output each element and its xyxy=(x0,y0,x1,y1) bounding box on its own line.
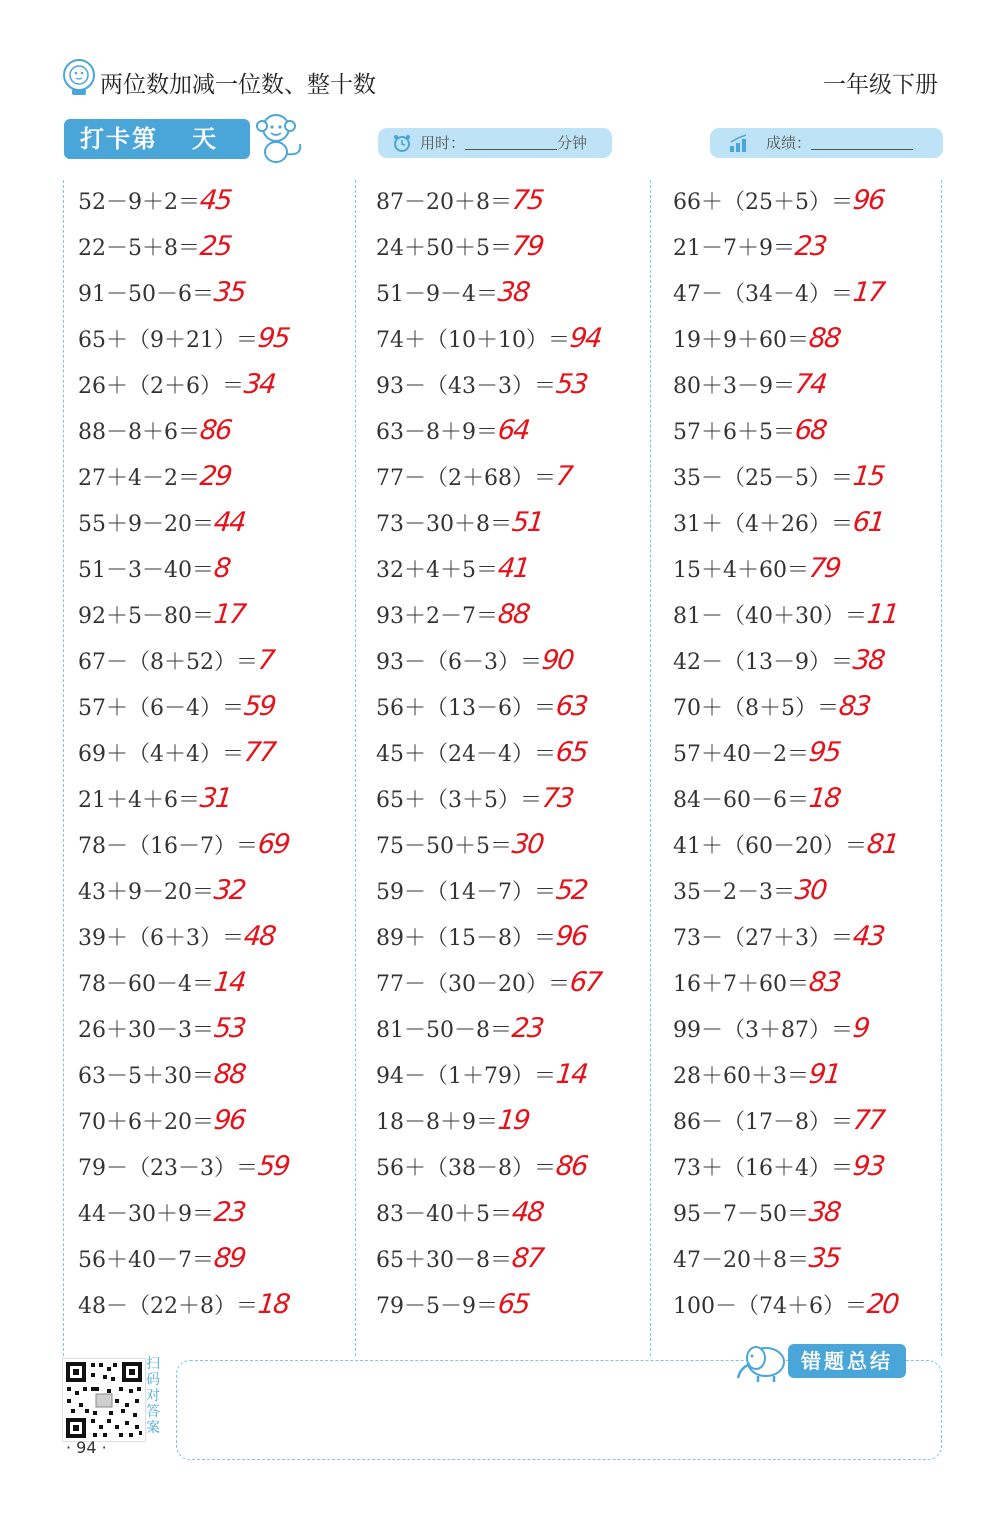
score-label: 成绩： xyxy=(766,134,812,152)
equation-text: 15＋4＋60＝ xyxy=(673,558,809,583)
equation-text: 79－5－9＝ xyxy=(376,1294,498,1319)
equation-row xyxy=(376,638,600,684)
equation-text: 32＋4＋5＝ xyxy=(376,558,498,583)
problem-column-2 xyxy=(376,178,603,1328)
equation-text: 48－（22＋8）＝ xyxy=(78,1294,258,1319)
equation-row xyxy=(673,822,900,868)
equation-row xyxy=(376,408,600,454)
equation-row xyxy=(376,1190,600,1236)
handwritten-answer[interactable]: 95 xyxy=(807,737,842,768)
equation-row xyxy=(673,592,900,638)
handwritten-answer[interactable]: 32 xyxy=(212,875,247,906)
lion-logo-icon xyxy=(62,58,96,96)
equation-text: 73－（27＋3）＝ xyxy=(673,926,853,951)
equation-row xyxy=(376,1144,600,1190)
handwritten-answer[interactable]: 20 xyxy=(865,1289,900,1320)
handwritten-answer[interactable]: 53 xyxy=(212,1013,247,1044)
handwritten-answer[interactable]: 38 xyxy=(807,1197,842,1228)
equation-row xyxy=(376,914,600,960)
equation-text: 44－30＋9＝ xyxy=(78,1202,214,1227)
equation-text: 35－（25－5）＝ xyxy=(673,466,853,491)
handwritten-answer[interactable]: 89 xyxy=(212,1243,247,1274)
equation-text: 45＋（24－4）＝ xyxy=(376,742,556,767)
grade-label: 一年级下册 xyxy=(823,72,938,98)
equation-row xyxy=(78,914,288,960)
equation-row xyxy=(78,1098,288,1144)
equation-row xyxy=(78,270,288,316)
handwritten-answer[interactable]: 52 xyxy=(554,875,589,906)
handwritten-answer[interactable]: 25 xyxy=(198,231,233,262)
handwritten-answer[interactable]: 79 xyxy=(807,553,842,584)
equation-row xyxy=(673,1236,897,1282)
equation-text: 51－9－4＝ xyxy=(376,282,498,307)
handwritten-answer[interactable]: 23 xyxy=(212,1197,247,1228)
equation-row xyxy=(376,500,600,546)
equation-text: 92＋5－80＝ xyxy=(78,604,214,629)
equation-row xyxy=(673,178,897,224)
equation-row xyxy=(78,1190,288,1236)
equation-row xyxy=(376,178,600,224)
equation-text: 99－（3＋87）＝ xyxy=(673,1018,853,1043)
handwritten-answer[interactable]: 8 xyxy=(212,553,231,584)
equation-text: 89＋（15－8）＝ xyxy=(376,926,556,951)
equation-row xyxy=(78,454,288,500)
handwritten-answer[interactable]: 38 xyxy=(851,645,886,676)
equation-row xyxy=(376,730,600,776)
handwritten-answer[interactable]: 61 xyxy=(851,507,886,538)
equation-text: 93＋2－7＝ xyxy=(376,604,498,629)
equation-text: 22－5＋8＝ xyxy=(78,236,200,261)
equation-row xyxy=(78,546,288,592)
score-blank[interactable] xyxy=(811,131,913,150)
bar-chart-icon xyxy=(728,133,752,153)
handwritten-answer[interactable]: 73 xyxy=(540,783,575,814)
equation-text: 56＋（38－8）＝ xyxy=(376,1156,556,1181)
handwritten-answer[interactable]: 30 xyxy=(793,875,828,906)
equation-text: 88－8＋6＝ xyxy=(78,420,200,445)
handwritten-answer[interactable]: 87 xyxy=(510,1243,545,1274)
handwritten-answer[interactable]: 90 xyxy=(540,645,575,676)
equation-row xyxy=(673,1282,900,1328)
equation-row xyxy=(376,316,603,362)
handwritten-answer[interactable]: 30 xyxy=(510,829,545,860)
checkin-prefix: 打卡第 xyxy=(80,125,158,153)
equation-text: 74＋（10＋10）＝ xyxy=(376,328,570,353)
equation-text: 21＋4＋6＝ xyxy=(78,788,200,813)
equation-row xyxy=(673,684,897,730)
handwritten-answer[interactable]: 44 xyxy=(212,507,247,538)
handwritten-answer[interactable]: 35 xyxy=(212,277,247,308)
column-divider xyxy=(650,180,651,1356)
equation-text: 75－50＋5＝ xyxy=(376,834,512,859)
equation-row xyxy=(78,500,288,546)
equation-text: 57＋6＋5＝ xyxy=(673,420,795,445)
equation-row xyxy=(376,1282,600,1328)
handwritten-answer[interactable]: 7 xyxy=(256,645,275,676)
handwritten-answer[interactable]: 69 xyxy=(256,829,291,860)
handwritten-answer[interactable]: 45 xyxy=(198,185,233,216)
handwritten-answer[interactable]: 88 xyxy=(807,323,842,354)
handwritten-answer[interactable]: 11 xyxy=(865,599,900,630)
equation-row xyxy=(376,776,600,822)
equation-row xyxy=(673,960,897,1006)
handwritten-answer[interactable]: 64 xyxy=(496,415,531,446)
equation-text: 79－（23－3）＝ xyxy=(78,1156,258,1181)
equation-text: 67－（8＋52）＝ xyxy=(78,650,258,675)
equation-text: 31＋（4＋26）＝ xyxy=(673,512,853,537)
handwritten-answer[interactable]: 88 xyxy=(212,1059,247,1090)
handwritten-answer[interactable]: 59 xyxy=(242,691,277,722)
handwritten-answer[interactable]: 91 xyxy=(807,1059,842,1090)
equation-row xyxy=(673,500,897,546)
equation-row xyxy=(78,592,288,638)
handwritten-answer[interactable]: 38 xyxy=(496,277,531,308)
equation-row xyxy=(376,960,603,1006)
equation-text: 65＋（3＋5）＝ xyxy=(376,788,542,813)
equation-text: 78－（16－7）＝ xyxy=(78,834,258,859)
handwritten-answer[interactable]: 9 xyxy=(851,1013,870,1044)
equation-row xyxy=(376,1006,600,1052)
handwritten-answer[interactable]: 15 xyxy=(851,461,886,492)
equation-row xyxy=(673,776,897,822)
equation-text: 73＋（16＋4）＝ xyxy=(673,1156,853,1181)
equation-text: 87－20＋8＝ xyxy=(376,190,512,215)
equation-text: 77－（2＋68）＝ xyxy=(376,466,556,491)
equation-row xyxy=(78,822,291,868)
handwritten-answer[interactable]: 14 xyxy=(554,1059,589,1090)
score-field[interactable] xyxy=(710,128,943,158)
equation-row xyxy=(673,1144,897,1190)
problem-column-3 xyxy=(673,178,900,1328)
problem-column-1 xyxy=(78,178,291,1328)
equation-row xyxy=(78,638,288,684)
equation-text: 65＋（9＋21）＝ xyxy=(78,328,258,353)
equation-text: 24＋50＋5＝ xyxy=(376,236,512,261)
handwritten-answer[interactable]: 23 xyxy=(510,1013,545,1044)
equation-text: 63－8＋9＝ xyxy=(376,420,498,445)
handwritten-answer[interactable]: 65 xyxy=(496,1289,531,1320)
handwritten-answer[interactable]: 95 xyxy=(256,323,291,354)
equation-row xyxy=(376,224,600,270)
handwritten-answer[interactable]: 35 xyxy=(807,1243,842,1274)
equation-text: 95－7－50＝ xyxy=(673,1202,809,1227)
equation-text: 57＋（6－4）＝ xyxy=(78,696,244,721)
handwritten-answer[interactable]: 19 xyxy=(496,1105,531,1136)
scan-for-answers-label: 扫码对答案 xyxy=(146,1356,160,1436)
equation-row xyxy=(376,362,600,408)
equation-row xyxy=(78,1052,288,1098)
equation-row xyxy=(78,730,288,776)
equation-row xyxy=(673,914,897,960)
mistake-summary-label: 错题总结 xyxy=(788,1344,906,1378)
handwritten-answer[interactable]: 94 xyxy=(568,323,603,354)
handwritten-answer[interactable]: 41 xyxy=(496,553,531,584)
handwritten-answer[interactable]: 7 xyxy=(554,461,573,492)
equation-row xyxy=(78,868,288,914)
equation-text: 84－60－6＝ xyxy=(673,788,809,813)
equation-text: 56＋（13－6）＝ xyxy=(376,696,556,721)
equation-text: 65＋30－8＝ xyxy=(376,1248,512,1273)
equation-row xyxy=(78,776,288,822)
handwritten-answer[interactable]: 77 xyxy=(851,1105,886,1136)
equation-text: 83－40＋5＝ xyxy=(376,1202,512,1227)
qr-code-icon[interactable] xyxy=(62,1358,146,1442)
page-number: · 94 · xyxy=(66,1438,107,1457)
handwritten-answer[interactable]: 18 xyxy=(256,1289,291,1320)
equation-row xyxy=(78,362,288,408)
handwritten-answer[interactable]: 63 xyxy=(554,691,589,722)
handwritten-answer[interactable]: 77 xyxy=(242,737,277,768)
equation-row xyxy=(673,454,897,500)
equation-text: 80＋3－9＝ xyxy=(673,374,795,399)
checkin-suffix: 天 xyxy=(192,125,218,153)
equation-text: 73－30＋8＝ xyxy=(376,512,512,537)
equation-row xyxy=(78,960,288,1006)
handwritten-answer[interactable]: 68 xyxy=(793,415,828,446)
handwritten-answer[interactable]: 51 xyxy=(510,507,545,538)
equation-text: 26＋（2＋6）＝ xyxy=(78,374,244,399)
equation-text: 78－60－4＝ xyxy=(78,972,214,997)
handwritten-answer[interactable]: 96 xyxy=(851,185,886,216)
equation-text: 26＋30－3＝ xyxy=(78,1018,214,1043)
handwritten-answer[interactable]: 17 xyxy=(851,277,886,308)
page-title: 两位数加减一位数、整十数 xyxy=(100,72,376,98)
equation-text: 77－（30－20）＝ xyxy=(376,972,570,997)
equation-row xyxy=(78,684,288,730)
equation-row xyxy=(673,868,897,914)
handwritten-answer[interactable]: 43 xyxy=(851,921,886,952)
equation-row xyxy=(78,408,288,454)
equation-row xyxy=(376,822,600,868)
equation-text: 63－5＋30＝ xyxy=(78,1064,214,1089)
column-divider xyxy=(941,180,942,1356)
equation-row xyxy=(673,408,897,454)
equation-text: 56＋40－7＝ xyxy=(78,1248,214,1273)
equation-row xyxy=(78,1144,291,1190)
equation-text: 35－2－3＝ xyxy=(673,880,795,905)
equation-row xyxy=(376,684,600,730)
equation-row xyxy=(673,1006,897,1052)
handwritten-answer[interactable]: 88 xyxy=(496,599,531,630)
time-label: 用时： xyxy=(420,134,466,152)
equation-text: 27＋4－2＝ xyxy=(78,466,200,491)
equation-row xyxy=(376,1236,600,1282)
handwritten-answer[interactable]: 86 xyxy=(198,415,233,446)
equation-row xyxy=(673,270,897,316)
equation-text: 19＋9＋60＝ xyxy=(673,328,809,353)
handwritten-answer[interactable]: 48 xyxy=(510,1197,545,1228)
equation-row xyxy=(376,546,600,592)
handwritten-answer[interactable]: 18 xyxy=(807,783,842,814)
equation-text: 91－50－6＝ xyxy=(78,282,214,307)
equation-row xyxy=(78,1236,288,1282)
equation-row xyxy=(673,638,897,684)
equation-row xyxy=(376,1098,600,1144)
handwritten-answer[interactable]: 83 xyxy=(837,691,872,722)
equation-text: 93－（43－3）＝ xyxy=(376,374,556,399)
equation-row xyxy=(673,224,897,270)
handwritten-answer[interactable]: 81 xyxy=(865,829,900,860)
handwritten-answer[interactable]: 14 xyxy=(212,967,247,998)
equation-text: 47－20＋8＝ xyxy=(673,1248,809,1273)
time-blank[interactable] xyxy=(465,131,557,150)
equation-text: 18－8＋9＝ xyxy=(376,1110,498,1135)
equation-text: 70＋6＋20＝ xyxy=(78,1110,214,1135)
equation-row xyxy=(673,546,897,592)
handwritten-answer[interactable]: 23 xyxy=(793,231,828,262)
column-divider xyxy=(63,180,64,1356)
equation-row xyxy=(673,730,897,776)
equation-text: 52－9＋2＝ xyxy=(78,190,200,215)
time-unit: 分钟 xyxy=(557,134,588,152)
equation-row xyxy=(376,868,600,914)
equation-text: 94－（1＋79）＝ xyxy=(376,1064,556,1089)
equation-row xyxy=(673,1052,897,1098)
equation-text: 93－（6－3）＝ xyxy=(376,650,542,675)
equation-row xyxy=(673,316,897,362)
equation-text: 16＋7＋60＝ xyxy=(673,972,809,997)
equation-row xyxy=(78,178,288,224)
equation-text: 69＋（4＋4）＝ xyxy=(78,742,244,767)
handwritten-answer[interactable]: 75 xyxy=(510,185,545,216)
handwritten-answer[interactable]: 93 xyxy=(851,1151,886,1182)
handwritten-answer[interactable]: 17 xyxy=(212,599,247,630)
handwritten-answer[interactable]: 31 xyxy=(198,783,233,814)
equation-text: 43＋9－20＝ xyxy=(78,880,214,905)
handwritten-answer[interactable]: 65 xyxy=(554,737,589,768)
equation-text: 86－（17－8）＝ xyxy=(673,1110,853,1135)
handwritten-answer[interactable]: 96 xyxy=(212,1105,247,1136)
equation-text: 70＋（8＋5）＝ xyxy=(673,696,839,721)
equation-row xyxy=(376,592,600,638)
equation-text: 59－（14－7）＝ xyxy=(376,880,556,905)
handwritten-answer[interactable]: 74 xyxy=(793,369,828,400)
equation-row xyxy=(78,1282,291,1328)
handwritten-answer[interactable]: 34 xyxy=(242,369,277,400)
equation-text: 81－50－8＝ xyxy=(376,1018,512,1043)
equation-row xyxy=(673,1190,897,1236)
equation-text: 81－（40＋30）＝ xyxy=(673,604,867,629)
equation-text: 51－3－40＝ xyxy=(78,558,214,583)
equation-text: 57＋40－2＝ xyxy=(673,742,809,767)
handwritten-answer[interactable]: 96 xyxy=(554,921,589,952)
equation-row xyxy=(376,454,600,500)
equation-text: 100－（74＋6）＝ xyxy=(673,1294,867,1319)
handwritten-answer[interactable]: 48 xyxy=(242,921,277,952)
equation-text: 66＋（25＋5）＝ xyxy=(673,190,853,215)
equation-text: 47－（34－4）＝ xyxy=(673,282,853,307)
handwritten-answer[interactable]: 86 xyxy=(554,1151,589,1182)
equation-text: 42－（13－9）＝ xyxy=(673,650,853,675)
equation-row xyxy=(376,270,600,316)
equation-text: 28＋60＋3＝ xyxy=(673,1064,809,1089)
handwritten-answer[interactable]: 79 xyxy=(510,231,545,262)
handwritten-answer[interactable]: 29 xyxy=(198,461,233,492)
time-field[interactable] xyxy=(378,128,612,158)
elephant-icon xyxy=(734,1338,790,1384)
column-divider xyxy=(355,180,356,1356)
equation-row xyxy=(78,224,288,270)
alarm-clock-icon xyxy=(392,133,412,153)
equation-row xyxy=(78,1006,288,1052)
equation-text: 41＋（60－20）＝ xyxy=(673,834,867,859)
equation-row xyxy=(673,362,897,408)
monkey-icon xyxy=(250,110,310,166)
handwritten-answer[interactable]: 83 xyxy=(807,967,842,998)
checkin-banner xyxy=(64,119,250,159)
equation-text: 39＋（6＋3）＝ xyxy=(78,926,244,951)
equation-row xyxy=(673,1098,897,1144)
equation-row xyxy=(376,1052,600,1098)
equation-text: 55＋9－20＝ xyxy=(78,512,214,537)
handwritten-answer[interactable]: 53 xyxy=(554,369,589,400)
equation-row xyxy=(78,316,291,362)
equation-text: 21－7＋9＝ xyxy=(673,236,795,261)
handwritten-answer[interactable]: 59 xyxy=(256,1151,291,1182)
handwritten-answer[interactable]: 67 xyxy=(568,967,603,998)
